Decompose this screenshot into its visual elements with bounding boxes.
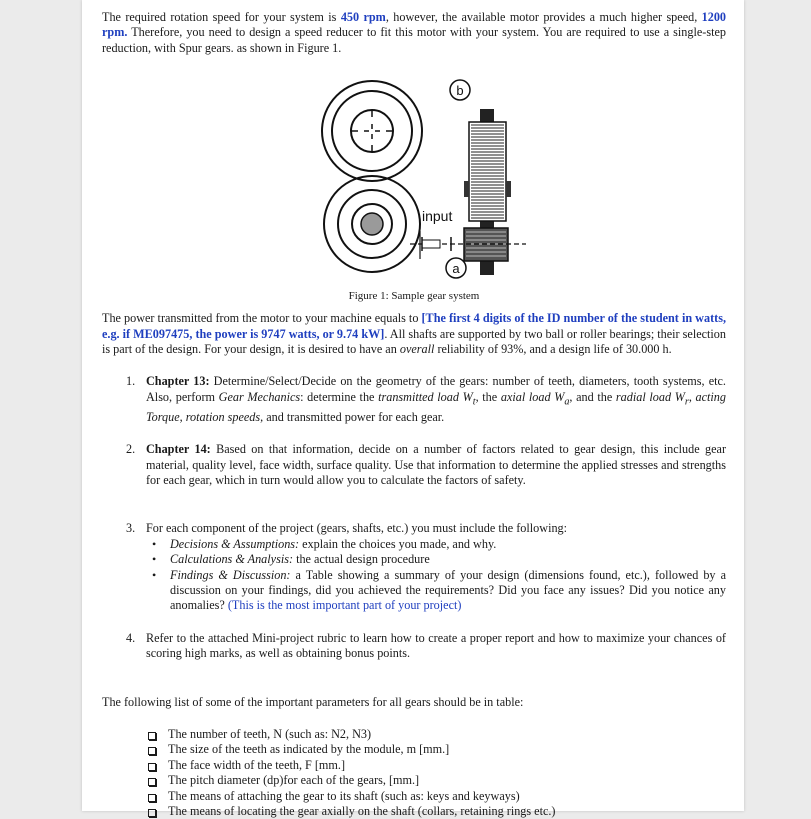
intro-text-3: Therefore, you need to design a speed reducer to fit this motor with your system. You are required to use a single-step reduction, with Spur gears. as shown in Figure 1. bbox=[102, 25, 726, 55]
requirement-text: the actual design procedure bbox=[293, 552, 430, 567]
power-highlight: [The first 4 digits of the ID number of the student in watts, e.g. if ME097475, the power is 9747 watts, or 9.74 kW] bbox=[102, 311, 726, 341]
task-text: , and the bbox=[569, 389, 616, 404]
subscript: t bbox=[472, 396, 476, 408]
task-list bbox=[102, 374, 726, 661]
requirement-calculations bbox=[146, 552, 726, 567]
bullet: • bbox=[152, 552, 157, 567]
parameter-text: The face width of the teeth, F [mm.] bbox=[168, 757, 345, 772]
subscript: a bbox=[564, 396, 570, 408]
parameters-list bbox=[102, 727, 726, 819]
motor-speed: 1200 rpm. bbox=[102, 10, 726, 40]
side-view-gears bbox=[410, 109, 526, 275]
requirement-text: a Table showing a summary of your design (dimensions found, etc.), followed by a discussion on your findings, did you achieved the requirements? Did you face any issues? Did you notice any anomalies? bbox=[170, 567, 726, 613]
label-b: b bbox=[456, 83, 464, 99]
task-number: 2. bbox=[126, 442, 136, 457]
input-label: input bbox=[422, 208, 453, 225]
requirement-term: Decisions & Assumptions: bbox=[170, 536, 300, 551]
task-text: , bbox=[688, 389, 696, 404]
parameter-text: The means of attaching the gear to its shaft (such as: keys and keyways) bbox=[168, 788, 520, 803]
torque-speed-term: acting Torque, rotation speeds, bbox=[146, 389, 726, 424]
task-item-chapter-14 bbox=[102, 442, 726, 488]
power-text-3: reliability of 93%, and a design life of 30.000 h. bbox=[434, 342, 672, 357]
requirement-decisions bbox=[146, 537, 726, 552]
task-text: and transmitted power for each gear. bbox=[263, 409, 445, 424]
parameter-text: The pitch diameter (dp)for each of the gears, [mm.] bbox=[168, 773, 420, 788]
parameter-item bbox=[102, 773, 726, 788]
document-content bbox=[102, 10, 726, 819]
subscript: r bbox=[684, 396, 689, 408]
checkbox-bullet-icon bbox=[148, 732, 156, 740]
bullet: • bbox=[152, 536, 157, 551]
parameter-item bbox=[102, 742, 726, 757]
task-title: Chapter 14: bbox=[146, 442, 211, 457]
task-text: Refer to the attached Mini-project rubric to learn how to create a proper report and how to maximize your chances of scoring high marks, as well as obtaining bonus points. bbox=[146, 630, 726, 661]
task-text: : determine the bbox=[300, 389, 379, 404]
bullet: • bbox=[152, 567, 157, 582]
parameter-text: The number of teeth, N (such as: N2, N3) bbox=[168, 726, 372, 741]
task-title: Chapter 13: bbox=[146, 374, 210, 389]
task-text: , the bbox=[475, 389, 501, 404]
transmitted-load-term: transmitted load W bbox=[378, 389, 473, 404]
gear-system-diagram bbox=[102, 77, 726, 282]
requirement-findings bbox=[146, 568, 726, 614]
parameter-item bbox=[102, 789, 726, 804]
power-text-2: . All shafts are supported by two ball or roller bearings; their selection is part of the design. For your design, it is desired to have an bbox=[102, 326, 726, 357]
task-text: Based on that information, decide on a number of factors related to gear design, this include gear material, quality level, face width, surface quality. Use that information to determine the applied stresses and strengths for each gear, which in turn would allow you to calculate the factors of safety. bbox=[146, 442, 726, 487]
power-text-1: The power transmitted from the motor to your machine equals to bbox=[102, 311, 422, 326]
parameter-item bbox=[102, 727, 726, 742]
params-heading: The following list of some of the important parameters for all gears should be in table: bbox=[102, 694, 524, 709]
checkbox-bullet-icon bbox=[148, 778, 156, 786]
document-page bbox=[82, 0, 744, 818]
intro-paragraph bbox=[102, 10, 726, 56]
task-number: 1. bbox=[126, 374, 136, 389]
checkbox-bullet-icon bbox=[148, 747, 156, 755]
axial-load-term: axial load W bbox=[500, 389, 565, 404]
gear-a bbox=[324, 176, 420, 272]
task-item-components bbox=[102, 521, 726, 613]
figure-caption: Figure 1: Sample gear system bbox=[348, 290, 480, 303]
intro-text-2: , however, the available motor provides a much higher speed, bbox=[385, 10, 702, 24]
power-paragraph bbox=[102, 311, 726, 357]
intro-text-1: The required rotation speed for your system is bbox=[102, 10, 341, 24]
task-text: For each component of the project (gears, shafts, etc.) you must include the following: bbox=[146, 521, 568, 536]
radial-load-term: radial load W bbox=[615, 389, 685, 404]
task-number: 3. bbox=[126, 521, 136, 536]
gear-figure bbox=[102, 77, 726, 303]
required-speed: 450 rpm bbox=[340, 10, 386, 24]
requirement-text: explain the choices you made, and why. bbox=[299, 536, 497, 551]
overall-word: overall bbox=[399, 342, 435, 357]
task-item-chapter-13 bbox=[102, 374, 726, 425]
important-note: (This is the most important part of your project) bbox=[227, 598, 462, 613]
checkbox-bullet-icon bbox=[148, 794, 156, 802]
parameter-text: The means of locating the gear axially on the shaft (collars, retaining rings etc.) bbox=[168, 804, 556, 818]
parameter-text: The size of the teeth as indicated by the module, m [mm.] bbox=[168, 742, 450, 757]
requirement-term: Calculations & Analysis: bbox=[170, 552, 294, 567]
component-requirements-list bbox=[146, 537, 726, 614]
task-number: 4. bbox=[126, 630, 136, 645]
task-text: Determine/Select/Decide on the geometry of the gears: number of teeth, diameters, tooth systems, etc. Also, perform bbox=[146, 374, 726, 404]
requirement-term: Findings & Discussion: bbox=[170, 567, 291, 582]
parameter-item bbox=[102, 804, 726, 819]
task-item-rubric bbox=[102, 631, 726, 662]
gear-mechanics-term: Gear Mechanics bbox=[218, 389, 301, 404]
parameter-item bbox=[102, 758, 726, 773]
gear-b bbox=[322, 81, 422, 181]
label-a: a bbox=[452, 261, 460, 277]
checkbox-bullet-icon bbox=[148, 809, 156, 817]
checkbox-bullet-icon bbox=[148, 763, 156, 771]
